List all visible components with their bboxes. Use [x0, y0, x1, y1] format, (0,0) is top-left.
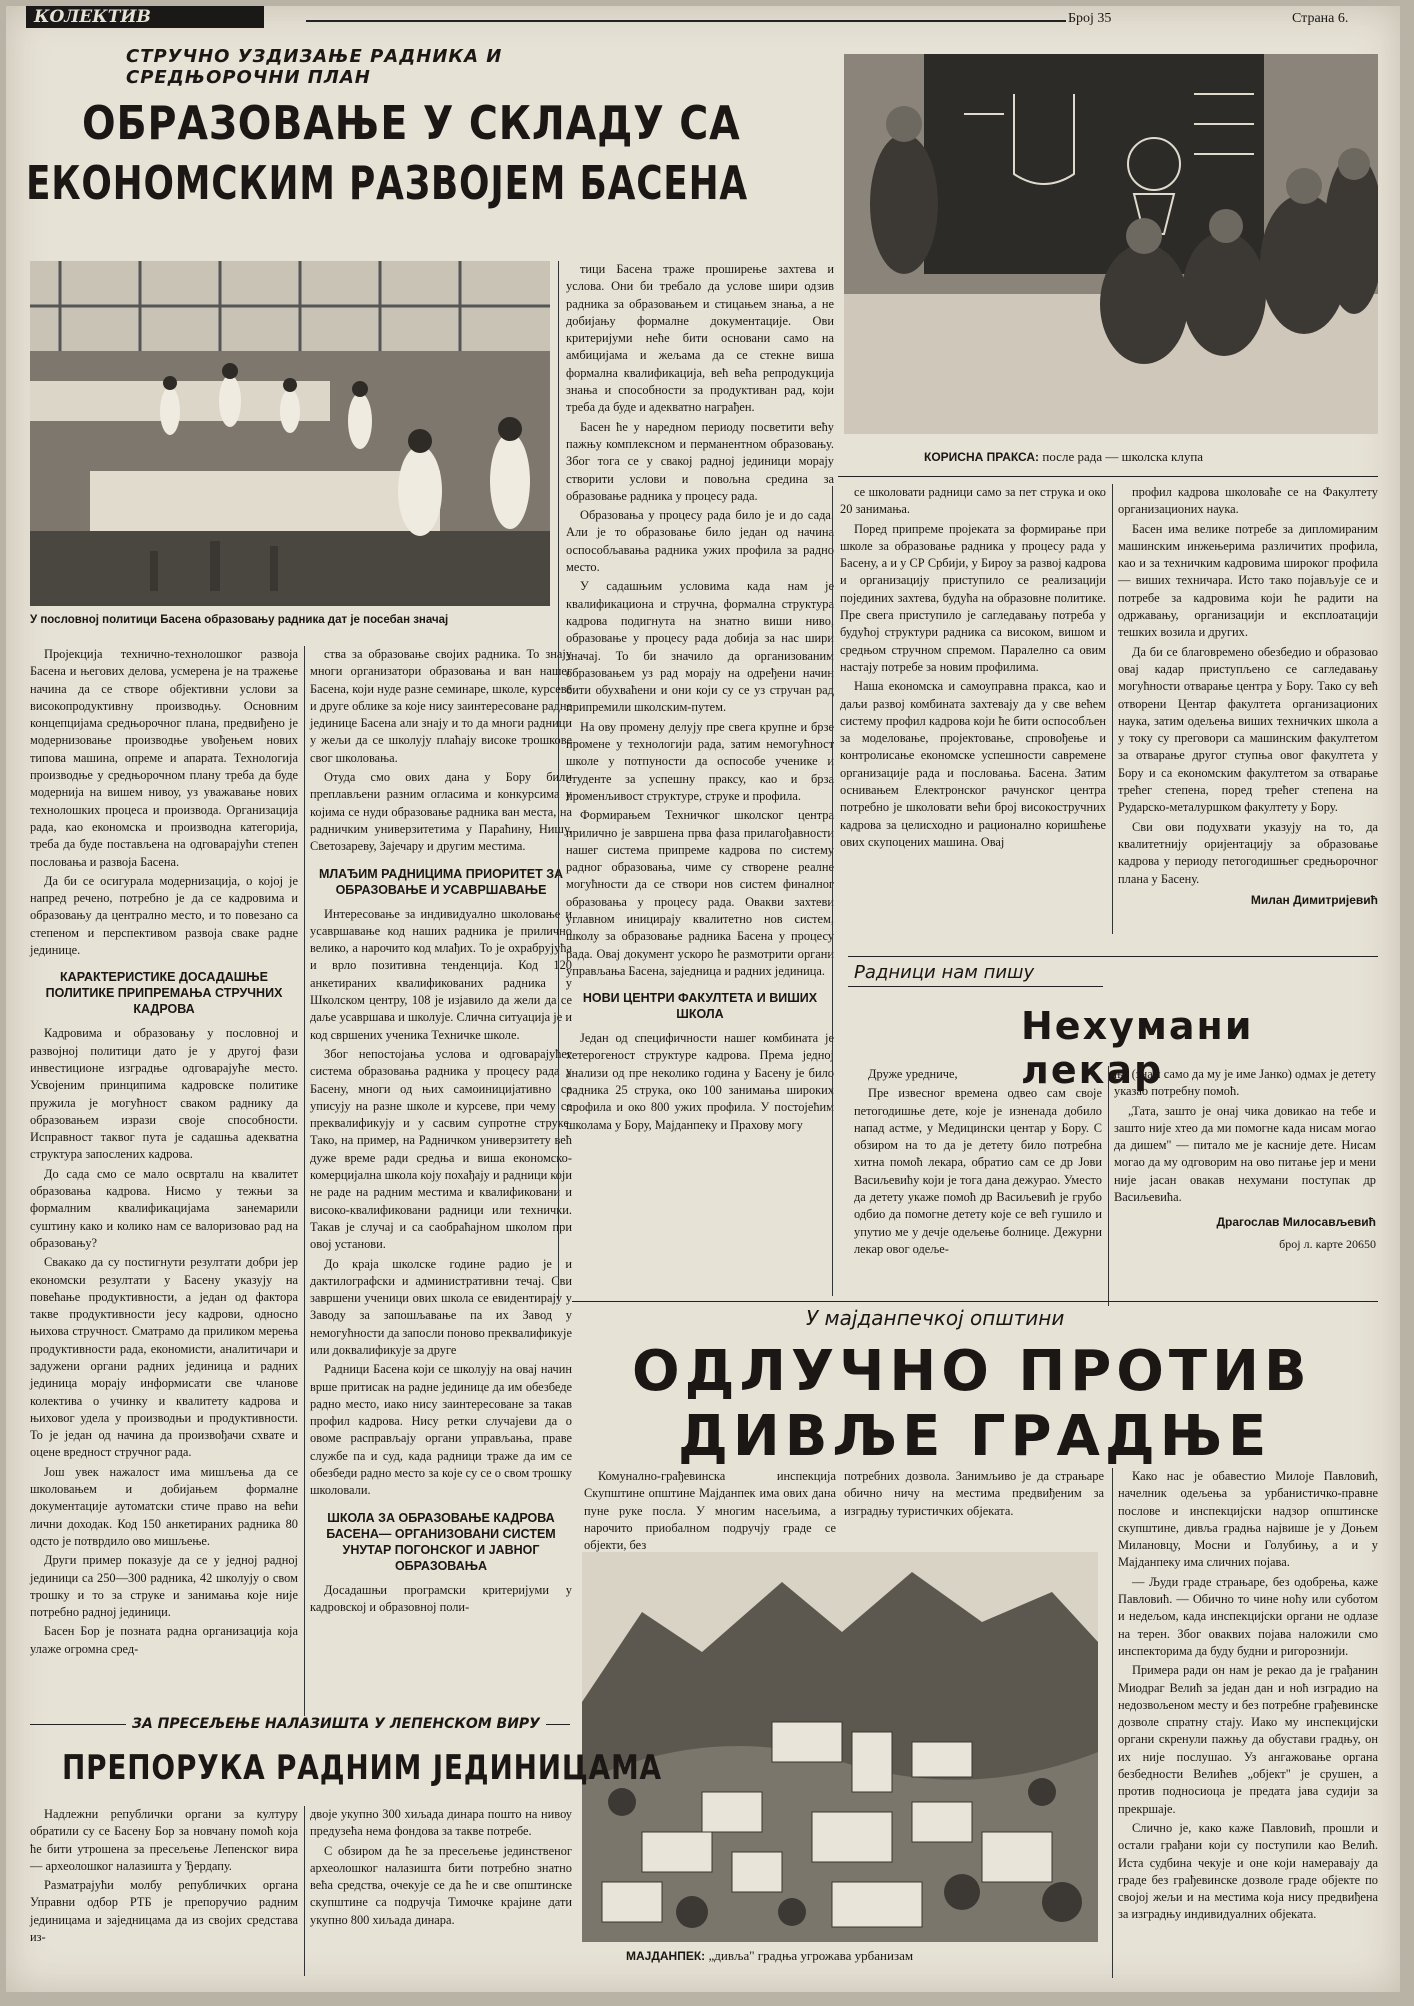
article1-paragraph: Пројекција технично-технолошког развоја Басена и његових делова, усмерена је на тражење начина да се створе објективни услови за високопродуктивну производњу. Основним концепцијама средњорочног плана, предвиђено је модернизовање производње увођењем нових типова машина, опреме и апарата. Технологија производње у средњорочном плану треба да буде модернија на вишем нивоу, уз уважавање нових технолошких процеса и производа. Организација рада, као економска и производна категорија, треба да буде постављена на одговарајући степен пословања и развоја Басена. [30, 647, 298, 869]
classroom-photo-caption [924, 449, 1203, 465]
section-logo: КОЛЕКТИВ [26, 6, 264, 28]
article1-paragraph: Басен ће у наредном периоду посветити већу пажњу комплексном и перманентном образовању. Због тога се у свакој радној јединици морају створити услови и повољна средина за образовање радника у процесу рада. [566, 419, 834, 503]
page-number: Страна 6. [1292, 11, 1349, 26]
article3-title: ПРЕПОРУКА РАДНИМ ЈЕДИНИЦАМА [62, 1748, 662, 1788]
letters-paragraph: Пре извесног времена одвео сам своје петогодишње дете, које је изненада добило напад астме, у Медицински центар у Бору. С обзиром на то да је детету било потребна хитна помоћ лекара, обратио сам се др Јови Васиљевићу који је тога дана дежурао. Уместо да детету укаже помоћ др Васиљевић је грубо одбио да помогне детету које се већ гушило и упутио ме у дечје одељење болнице. Дежурни лекар овог одеље- [854, 1086, 1102, 1256]
newspaper-page [6, 6, 1400, 1992]
article2-paragraph: Комунално-грађевинска инспекција Скупштине општине Мајданпек има ових дана пуне руке посла. У многим насељима, а нарочито приобалном подручју граде се објекти, без [584, 1469, 836, 1553]
letters-paragraph: „Тата, зашто је онај чика довикао на тебе и зашто није хтео да ми помогне када нисам могао да дишем" — питало ме је касније дете. Нисам могао да му одговорим на ово питање јер и мени није јасан овакав нехумани поступак др Васиљевића. [1114, 1103, 1376, 1205]
article3-column-1 [30, 1806, 298, 1948]
article2-paragraph: Примера ради он нам је рекао да је грађанин Миодраг Велић за један дан и ноћ изградио на недозвољеном месту и без потребне грађевинске дозволе спратну стају. Иако му инспекцијски органи скренули пажњу да обустави градњу, он их није послушао. Уз ангажовање органа безбедности Велићев „објект" је срушен, а против подносиоца је предата јава судији за прекршаје. [1118, 1663, 1378, 1816]
article1-signature: Милан Димитријевић [1250, 892, 1378, 907]
article2-column-1 [584, 1468, 836, 1556]
article3-kicker: ЗА ПРЕСЕЉЕЊЕ НАЛАЗИШТА У ЛЕПЕНСКОМ ВИРУ [126, 1716, 546, 1732]
article1-paragraph: профил кадрова школоваће се на Факултету организационих наука. [1118, 485, 1378, 517]
issue-number: Број 35 [1068, 11, 1112, 26]
article1-paragraph: ства за образовање својих радника. То знају многи организатори образовања и ван нашег Басена, који нуде разне семинаре, школе, курсеве и друге облике за које нису заинтересоване радне јединице Басена али знају и то да многи радници у жељи да се школују плаћају високе трошкове свог школовања. [310, 647, 572, 765]
letters-section-label: Радници нам пишу [854, 962, 1035, 983]
letters-column-1 [854, 1066, 1102, 1260]
article1-paragraph: Басен има велике потребе за дипломираним машинским инжењерима различитих профила, као и за техничким кадровима широког профила — виших техничара. Исто тако појављује се и потребе за кадровима који ће радити на одржавању, организацији и експлоатацији тешких возила и других. [1118, 521, 1378, 640]
article1-paragraph: Басен Бор је позната радна организација која улаже огромна сред- [30, 1624, 298, 1656]
article1-paragraph: До краја школске године радио је и дактилографски и административни течај. Сви завршени ученици ових школа се евидентирају у Заводу за запошљавање па их Завод у немогућности да запосли поново преквалификује или доквалификује за друге [310, 1256, 572, 1357]
majdanpek-caption-label: МАЈДАНПЕК: [626, 1949, 706, 1963]
classroom-caption-label: КОРИСНА ПРАКСА: [924, 450, 1040, 464]
article1-subheading: КАРАКТЕРИСТИКЕ ДОСАДАШЊЕ ПОЛИТИКЕ ПРИПРЕМАЊА СТРУЧНИХ КАДРОВА [45, 970, 283, 1017]
article1-paragraph: Да би се благовремено обезбедио и образовао овај кадар приступљено се сагледавању могућности отварање центра у Бору. Тако су већ отворени Центар факултета организационих наука, затим одељења виших техничких школа а у току су преговори са машинским факултетом за отварање другог ступња овог факултета у Бору и са економским факултетом за отварање трећег степена, поред трећег степена на Рударско-металуршком факултету у Бору. [1118, 644, 1378, 815]
article1-title-line1: ОБРАЗОВАЊЕ У СКЛАДУ СА [82, 96, 741, 150]
article1-column-2 [310, 646, 572, 1618]
article1-column-3 [566, 261, 834, 1136]
article1-paragraph: Радници Басена који се школују на овај начин врше притисак на радне јединице да им обезбеде радно место, иако нису заинтересоване за такав профил кадрова. Нису ретки случајеви да о овоме расправљају органи управљања, праве службе па и суд, када радници траже да им се обезбеди радно место за које су се о свом трошку школовали. [310, 1362, 572, 1498]
article1-paragraph: Интересовање за индивидуално школовање и усавршавање код наших радника је прилично велико, а нарочито код млађих. То је охрабрујућа и врло позитивна тенденција. Код 120 анкетираних квалификованих радника у Школском центру, 108 је изјавило да жели да се даље усавршава и школује. Слична ситуација је и код свршених ученика Техничке школе. [310, 906, 572, 1042]
article1-paragraph: Отуда смо ових дана у Бору били преплављени разним огласима и конкурсима у којима се нуди образовање радника ван места, на радничким универзитетима у Параћину, Нишу, Светозареву, Зајечару и другим местима. [310, 770, 572, 854]
article1-subheading: НОВИ ЦЕНТРИ ФАКУЛТЕТА И ВИШИХ ШКОЛА [582, 991, 818, 1022]
majdanpek-caption-text: „дивља" градња угрожава урбанизам [708, 1948, 914, 1963]
article1-paragraph: До сада смо се мало осврталu на квалитет образовања кадрова. Нисмо у тежњи за формалним квалификацијама занемарили суштину како и колико нам се валоризовао рад на образовању? [30, 1166, 298, 1250]
article1-paragraph: Сви ови подухвати указују на то, да квалитетнију оријентацију за образовање кадрова у периоду петогодишњег средњорочног плана у Басену. [1118, 819, 1378, 886]
article3-column-2 [310, 1806, 572, 1931]
article1-title-line2: ЕКОНОМСКИМ РАЗВОЈЕМ БАСЕНА [26, 156, 748, 210]
laboratory-photo [30, 261, 550, 606]
article1-kicker: СТРУЧНО УЗДИЗАЊЕ РАДНИКА И СРЕДЊОРОЧНИ ПЛАН [126, 46, 503, 88]
article3-paragraph: Надлежни републички органи за културу обратили су се Басену Бор за новчану помоћ која ће бити утрошена за пресељење Лепенског вира — археолошког налазишта у Ђердапу. [30, 1807, 298, 1873]
article2-paragraph: потребних дозвола. Занимљиво је да страњаре обично ничу на местима предвиђеним за изградњу туристичких објеката. [844, 1469, 1104, 1518]
article1-column-4 [840, 484, 1106, 853]
article1-paragraph: тици Басена траже проширење захтева и услова. Они би требало да условe шири одзив радника за образовањем и стицањем знања, а не добијању формалне документације. Ови критеријуми неће бити основани само на амбицијама и жељама да се стекне виша формална квалификација, већ већа репродукција знања и способности за продуктиван рад, који треба да буде и адекватно награђен. [566, 262, 834, 415]
laboratory-photo-caption: У пословној политици Басена образовању радника дат је посебан значај [30, 614, 449, 626]
article1-paragraph: У садашњим условима када нам је квалификациона и стручна, формална структура кадрова подигнута на знатно виши ниво, образовање у процесу рада добија за нас шири значај. То би значило да организованим образовањем уз рад морају на одређени начин бити обухваћени и они који су се уз стручан рад припремили школским-путем. [566, 579, 834, 715]
article1-paragraph: Наша економска и самоуправна пракса, као и даљи развој комбината захтевају да у све већем систему профил кадрова који ће бити оспособљен за моделовање, пројектовање, спровођење и контролисање економске успешности савремене организације рада и пословања. Басена. Затим оснивањем Електронског рачунског центра потребно је школовати већи број високостручних кадрова за целисходно и рационално коришћење ових скупоцених машина. Овај [840, 679, 1106, 849]
article1-paragraph: Образовања у процесу рада било је и до сада. Али је то образовање било један од начина оспособљавања радника ужих профила за радно место. [566, 508, 834, 575]
article1-paragraph: Други пример показује да се у једној радној јединици са 250—300 радника, 42 школују о свом трошку и то за струке и занимања које није потребно радној јединици. [30, 1553, 298, 1620]
letters-author: Драгослав Милосављевић [1216, 1215, 1376, 1230]
article2-paragraph: Како нас је обавестио Милоје Павловић, начелник одељења за урбанистичко-правне послове и инспекцијски надзор општинске скупштине, дивља градња највише је у Доњем Милановцу, Мосни и Голубињу, а и у Мајданпеку има сличних појава. [1118, 1469, 1378, 1570]
letters-title: Нехумани лекар [1021, 1004, 1254, 1092]
article1-paragraph: Досадашњи програмски критеријуми у кадровској и образовној поли- [310, 1582, 572, 1614]
article1-column-1 [30, 646, 298, 1660]
letters-column-2 [1114, 1066, 1376, 1253]
classroom-photo [844, 54, 1378, 434]
article1-paragraph: Један од специфичности нашег комбината је хетерогеност структуре кадрова. Према једној анализи од пре неколико година у Басену је било радника 25 струка, око 100 занимања широких профила и око 800 ужих профила. У постојећим школама у Бору, Мајданпеку и Прахову могу [566, 1031, 834, 1132]
article2-kicker: У мајданпечкој општини [806, 1306, 1065, 1330]
article1-paragraph: Кадровима и образовању у пословној и развојној политици дато је у другој фази инвестиционе изградње одговарајуће место. Усвојеним принципима кадровске политике пружила је могућност сваком раднику да образовањем изрази своје способности. Исправност таквог пута је садашња адекватна структура запослених кадрова. [30, 1026, 298, 1162]
article2-title-line2: ДИВЉЕ ГРАДЊЕ [678, 1404, 1272, 1469]
letters-paragraph: ња (знам само да му је име Јанко) одмах је детету указао потребну помоћ. [1114, 1067, 1376, 1099]
letters-salutation: Друже уредниче, [868, 1067, 958, 1081]
article1-subheading: ШКОЛА ЗА ОБРАЗОВАЊЕ КАДРОВА БАСЕНА— ОРГАНИЗОВАНИ СИСТЕМ УНУТАР ПОГОНСКОГ И ЈАВНОГ ОБРАЗОВАЊА [326, 1510, 556, 1573]
majdanpek-photo-caption [626, 1948, 913, 1964]
article2-paragraph: — Људи граде страњаре, без одобрења, каже Павловић. — Обично то чине ноћу или суботом и недељом, када инспекцијски органи не одлазе на терен. Због оваквих појава наложили смо инспекторима да буду будни и ригорознији. [1118, 1574, 1378, 1658]
article2-title-line1: ОДЛУЧНО ПРОТИВ [632, 1339, 1312, 1404]
article1-paragraph: Свакако да су постигнути резултати добри јер економски резултати у Басену указују на повећање продуктивности, а један од фактора такве продуктивности јесу кадрови, односно њихова стручност. Сматрамо да приликом мерења продуктивности рада, економисти, аналитичари и задужени органи радних јединица и радних јединица морају информисати све чланове колектива о учинку и квалитету кадрова и њиховог удела у производњи и продуктивности. То је један од начина да произвођачи схвате и оцене вредност стручног рада. [30, 1255, 298, 1460]
article1-paragraph: Да би се осигурала модернизација, о којој је напред речено, потребно је да се кадровима и образовању да централно место, и то повезано са степеном и перспективом развоја сваке радне јединице. [30, 873, 298, 958]
article3-paragraph: Разматрајући молбу републичких органа Управни одбор РТБ је препоручио радним јединицама и заједницама да из својих средстава из- [30, 1878, 298, 1945]
article1-paragraph: се школовати радници само за пет струка и око 20 занимања. [840, 485, 1106, 517]
article3-paragraph: С обзиром да ће за пресељење јединственог археолошког налазишта бити потребно знатно већа средства, очекује се да ће и све општинске скупштине са подручја Тимочке крајине дати укупно 800 хиљада динара. [310, 1843, 572, 1927]
article2-column-3 [1118, 1468, 1378, 1926]
article3-paragraph: двоје укупно 300 хиљада динара пошто на нивоу предузећа нема фондова за такве потребе. [310, 1807, 572, 1839]
classroom-caption-text: после рада — школска клупа [1042, 449, 1204, 464]
article1-paragraph: На ову промену делују пре свега крупне и брзе промене у технологији рада, затим немогућност школе у потпуности да оспособе ученике и студенте за успешну праксу, као и брза променљивост структуре, струке и профила. [566, 719, 834, 803]
letters-card-number: број л. карте 20650 [1279, 1236, 1376, 1251]
article1-subheading: МЛАЂИМ РАДНИЦИМА ПРИОРИТЕТ ЗА ОБРАЗОВАЊЕ И УСАВРШАВАЊЕ [318, 866, 564, 897]
majdanpek-town-photo [582, 1552, 1098, 1942]
article1-paragraph: Због непостојања услова и одговарајућег система образовања радника у процесу рада у Басену, многи од њих самоиницијативно се уписују на разне школе и курсеве, при чему се преквалификују и у сасвим супротне струке. Тако, на пример, на Радничком универзитету већ дуже време ради средња и виша економско-комерцијална школа коју похађају и радници који не раде на радним местима и квалификовани и високо-квалификовани радници или технички. Такав је случај и са саобраћајном школом при овој установи. [310, 1046, 572, 1252]
article1-paragraph: Поред припреме пројеката за формирање при школе за образовање радника у процесу рада у Басену, а и у СР Србији, у Бироу за развој кадрова и организацију приступило се реализацији појединих захтева, будућа на образовне политике. Пре свега приступило је сагледавању потреба у будућој структури радника са високом, вишом и средњом стручном спремом. Паралелно са овим настају потребе за новим профилима. [840, 521, 1106, 674]
article1-paragraph: Још увек нажалост има мишљења да се школовањем и добијањем формалне документације аутоматски стиче право на већи лични доходак. Код 150 анкетираних радника 80 одсто је потврдило ово мишљење. [30, 1464, 298, 1548]
article1-column-5 [1118, 484, 1378, 909]
article2-column-2 [844, 1468, 1104, 1522]
article1-paragraph: Формирањем Техничког школског центра прилично је завршена прва фаза прилагођавности нашег система припреме кадрова по систему радног образовања, чиме су створене реалне могућности да се створи нов систем финалног образовања у процесу рада. Овакви захтеви углавном иницирају квалитетно нов систем, школу за образовање радника Басена у процесу рада. Овај документ ускоро ће размотрити органи управљања Басена, заједница и радних јединица. [566, 808, 834, 978]
article2-paragraph: Слично је, како каже Павловић, прошли и остали грађани који су поступили као Велић. Иста судбина чекује и оне који намеравају да граде без грађевинске дозволе граде објекте по својој жељи и на местима која нису предвиђена за изградњу индивидуалних објеката. [1118, 1820, 1378, 1922]
